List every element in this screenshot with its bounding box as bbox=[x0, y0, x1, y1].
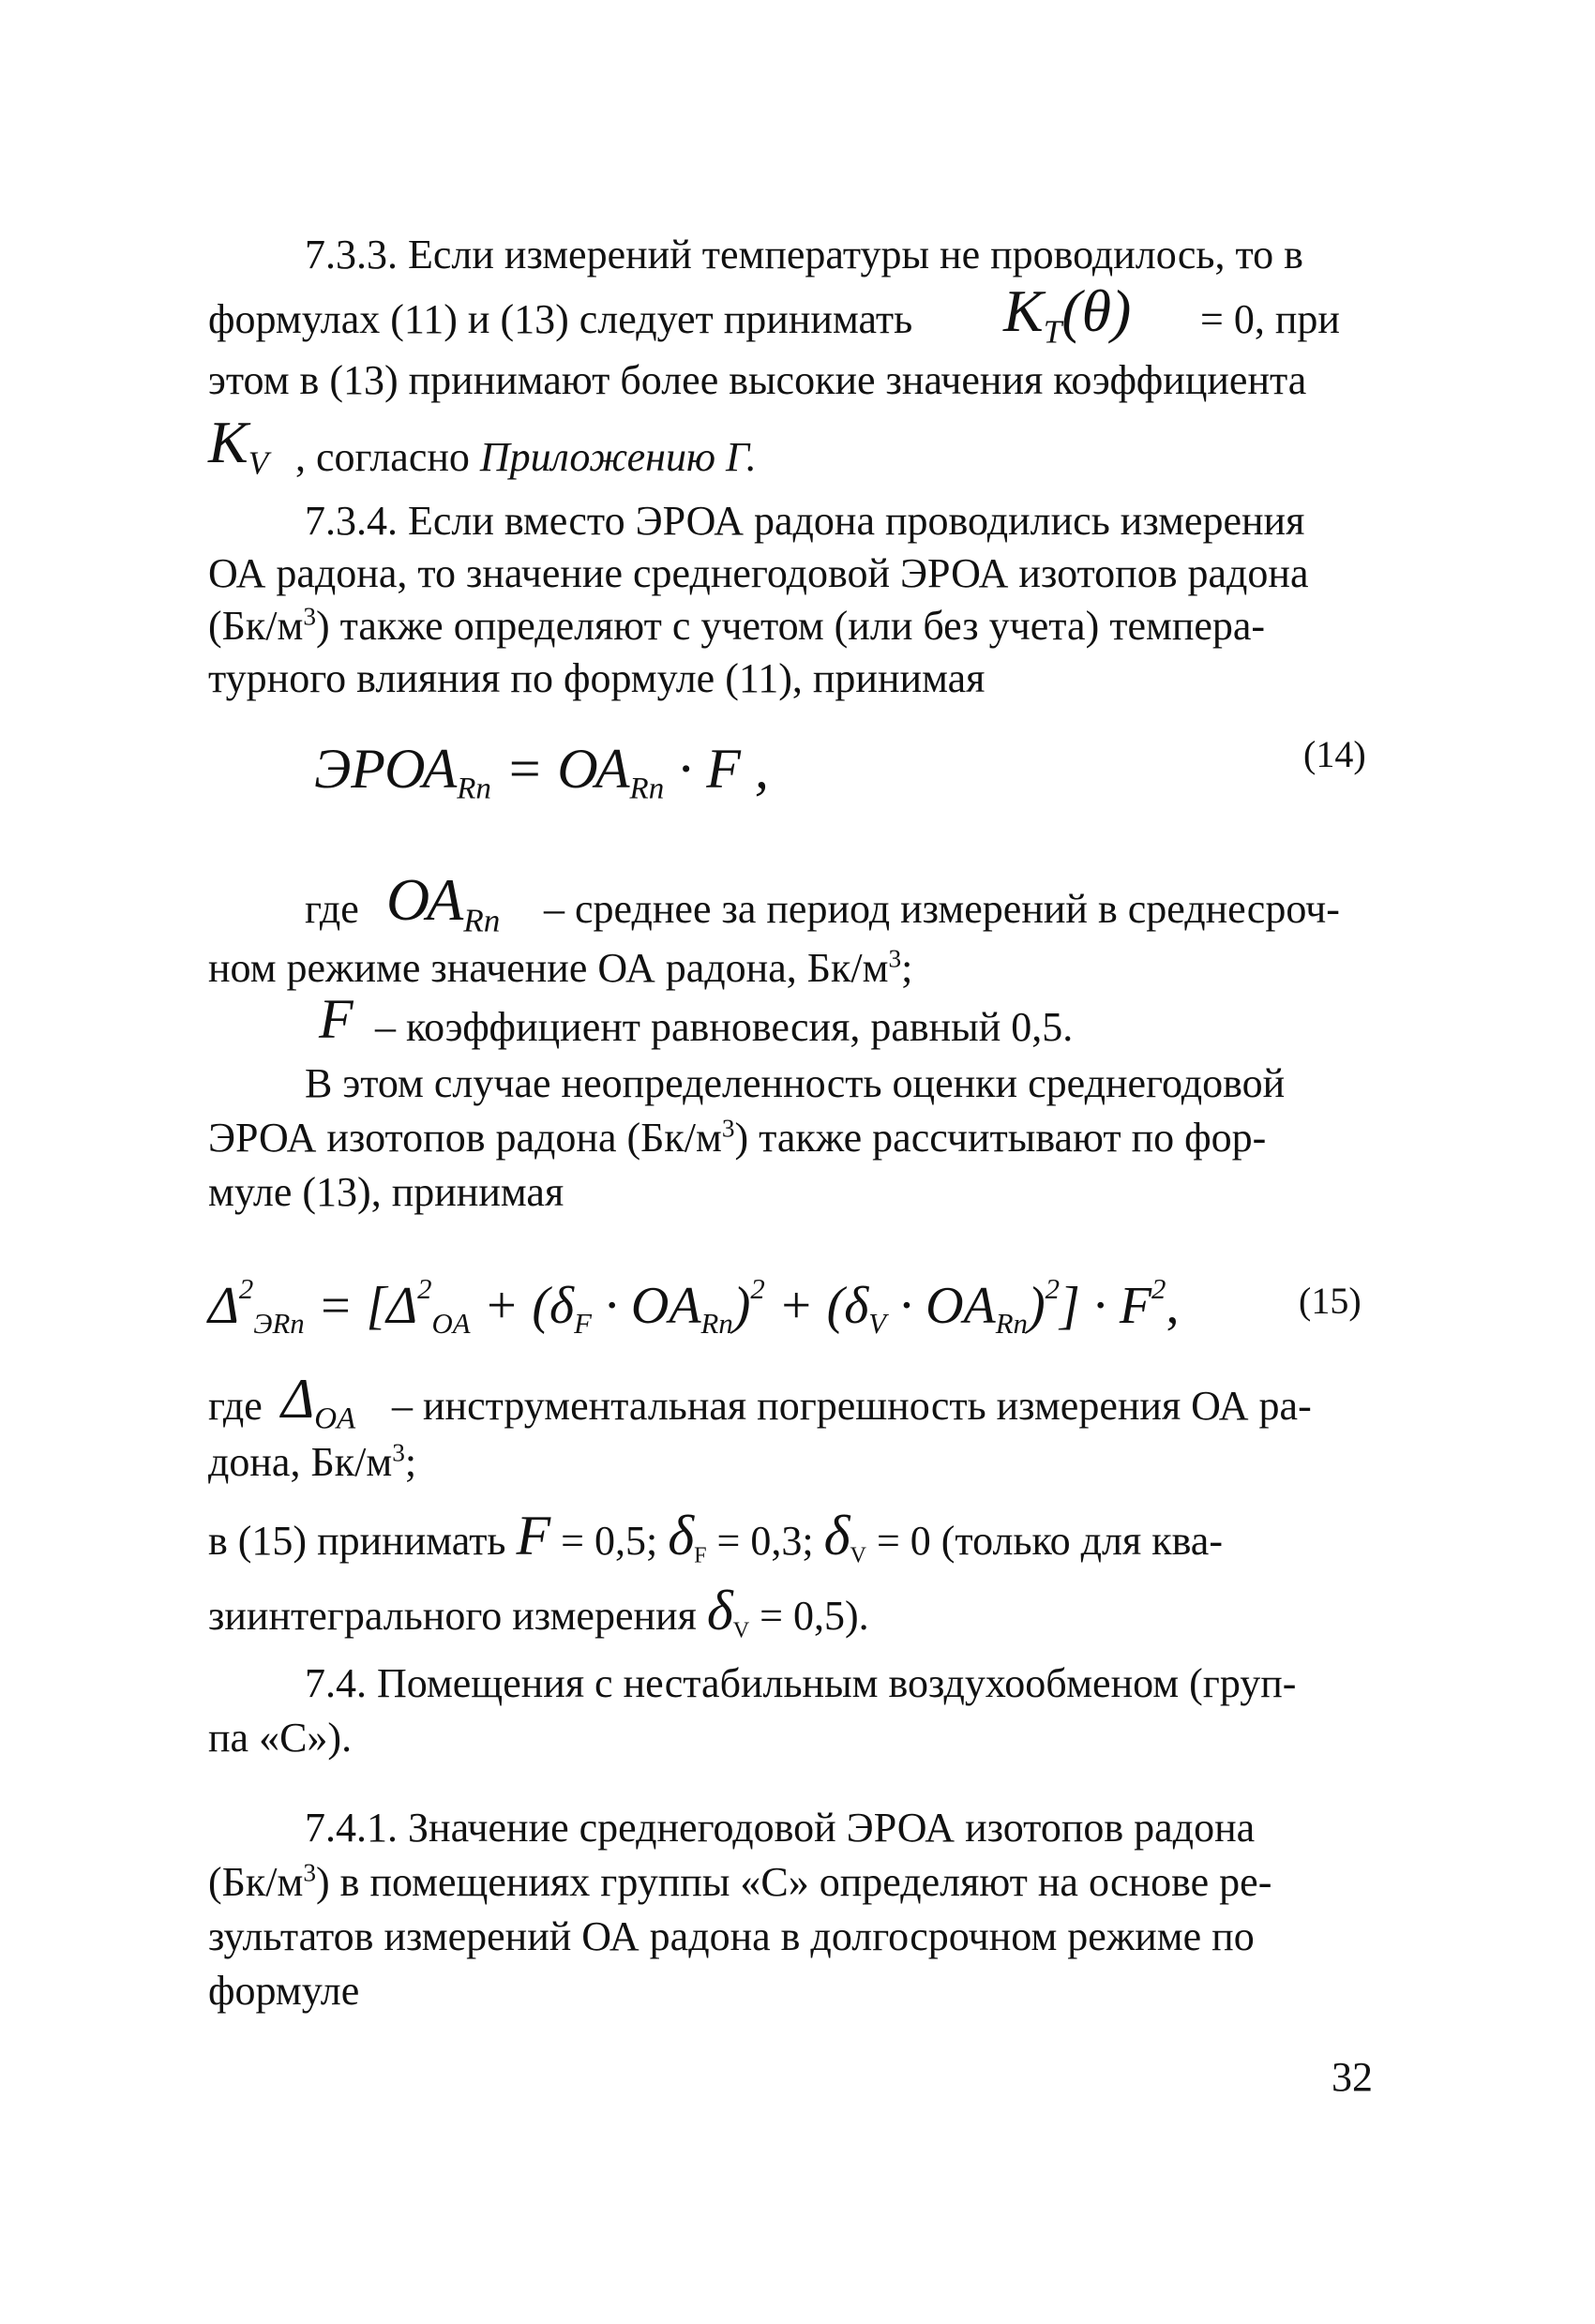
p741-line2-b: ) в помещениях группы «С» определяют на основе ре- bbox=[316, 1859, 1272, 1905]
p733-line2-tail: = 0, при bbox=[1200, 296, 1340, 342]
p733-line4 bbox=[295, 431, 757, 484]
pcase-line1: В этом случае неопределенность оценки среднегодовой bbox=[305, 1060, 1286, 1106]
where14-line2-sup: 3 bbox=[888, 944, 902, 973]
eq14-lhs: ЭРОА bbox=[314, 738, 458, 800]
where14-word: где bbox=[305, 886, 359, 932]
eq15-close1: ) bbox=[732, 1277, 751, 1336]
pcase-line2 bbox=[208, 1112, 1266, 1164]
p74-line2: па «С»). bbox=[208, 1715, 353, 1761]
where15-line3-b: = 0,5; bbox=[561, 1518, 658, 1564]
delta-oa-subscript: OA bbox=[314, 1402, 356, 1436]
eq15-delta: Δ bbox=[208, 1277, 239, 1336]
equation-15 bbox=[208, 1256, 1179, 1357]
where14-line2-b: ; bbox=[901, 945, 913, 991]
eq15-lhs-sub: ЭRn bbox=[253, 1307, 305, 1340]
page-number: 32 bbox=[1332, 2054, 1373, 2100]
pcase-line2-sup: 3 bbox=[721, 1114, 735, 1143]
where15-line4-b: = 0,5). bbox=[760, 1593, 869, 1639]
where15-line2-b: ; bbox=[404, 1439, 417, 1485]
eq14-equals: = ОА bbox=[490, 738, 630, 800]
kv-subscript: V bbox=[248, 444, 269, 482]
eq15-plus1: + (δ bbox=[470, 1277, 575, 1336]
eq15-bracket: ] · F bbox=[1060, 1277, 1152, 1336]
eq15-mid2: · OA bbox=[886, 1277, 996, 1336]
eq14-lhs-sub: Rn bbox=[457, 772, 491, 806]
where15-line3-c: = 0,3; bbox=[716, 1518, 814, 1564]
equation-14-number: (14) bbox=[1303, 733, 1366, 775]
where15-line2-sup: 3 bbox=[392, 1438, 405, 1467]
appendix-reference: Приложению Г. bbox=[479, 434, 757, 480]
eq15-lhs-sup: 2 bbox=[238, 1273, 254, 1305]
pcase-line2-a: ЭРОА изотопов радона (Бк/м bbox=[208, 1115, 722, 1161]
where15-line3-a: в (15) принимать bbox=[208, 1518, 506, 1564]
eq15-f-sub: F bbox=[574, 1307, 592, 1340]
kt-subscript: T bbox=[1043, 313, 1062, 351]
p733-line2-text-a: формулах (11) и (13) следует принимать bbox=[208, 296, 913, 342]
p734-line4: турного влияния по формуле (11), принимая bbox=[208, 655, 986, 701]
where15-delta-f-sub: F bbox=[694, 1542, 707, 1568]
p741-line2-a: (Бк/м bbox=[208, 1859, 304, 1905]
eq14-rhs-sub: Rn bbox=[629, 772, 665, 806]
p733-line4-text: , согласно bbox=[295, 434, 470, 480]
where14-f-symbol: F bbox=[319, 988, 354, 1050]
p741-line2-sup: 3 bbox=[303, 1858, 317, 1887]
p741-line4: формуле bbox=[208, 1968, 360, 2014]
where14-line1: – среднее за период измерений в среднесроч- bbox=[544, 886, 1340, 932]
where15-line2-a: дона, Бк/м bbox=[208, 1439, 393, 1485]
where15-line4 bbox=[208, 1580, 869, 1657]
formula-kv bbox=[208, 409, 269, 493]
p734-line2: ОА радона, то значение среднегодовой ЭРОА изотопов радона bbox=[208, 550, 1309, 596]
eq15-rn1-sub: Rn bbox=[700, 1307, 733, 1340]
where15-line1: – инструментальная погрешность измерения ОА ра- bbox=[392, 1383, 1312, 1429]
p733-line3: этом в (13) принимают более высокие значения коэффициента bbox=[208, 357, 1307, 403]
eq15-rn2-sub: Rn bbox=[995, 1307, 1028, 1340]
where15-delta-v: δ bbox=[823, 1505, 850, 1567]
where15-line3 bbox=[208, 1505, 1223, 1582]
kv-symbol: K bbox=[208, 409, 248, 475]
p734-line1: 7.3.4. Если вместо ЭРОА радона проводились измерения bbox=[305, 498, 1305, 544]
p734-line3-sup: 3 bbox=[303, 602, 317, 631]
p734-line3-a: (Бк/м bbox=[208, 603, 304, 649]
where14-symbol bbox=[386, 867, 500, 953]
eq15-plus2: + (δ bbox=[764, 1277, 869, 1336]
where15-line3-d: = 0 (только для ква- bbox=[876, 1518, 1223, 1564]
where15-line4-delta-v-sub: V bbox=[732, 1617, 750, 1643]
eq15-mid1: · OA bbox=[591, 1277, 701, 1336]
where15-line4-delta-v: δ bbox=[706, 1580, 733, 1642]
eq15-v-sub: V bbox=[868, 1307, 887, 1340]
p74-line1: 7.4. Помещения с нестабильным воздухообменом (груп- bbox=[305, 1660, 1297, 1706]
pcase-line3: муле (13), принимая bbox=[208, 1169, 564, 1215]
eq15-f-sq: 2 bbox=[1151, 1273, 1166, 1305]
eq15-close2: ) bbox=[1027, 1277, 1046, 1336]
where15-line2 bbox=[208, 1436, 416, 1489]
eq15-sq1: 2 bbox=[750, 1273, 765, 1305]
where15-f: F bbox=[516, 1505, 551, 1567]
where14-line2-a: ном режиме значение ОА радона, Бк/м bbox=[208, 945, 889, 991]
eq15-oa-sup: 2 bbox=[417, 1273, 432, 1305]
eq15-open: = [Δ bbox=[304, 1277, 418, 1336]
oa-subscript: Rn bbox=[463, 902, 501, 939]
p734-line3 bbox=[208, 600, 1265, 652]
oa-symbol: ОА bbox=[386, 866, 464, 933]
where15-delta-v-sub: V bbox=[850, 1542, 866, 1568]
p741-line2 bbox=[208, 1856, 1271, 1909]
formula-kt bbox=[1003, 277, 1132, 362]
equation-14 bbox=[314, 736, 769, 822]
p733-line2 bbox=[208, 293, 912, 346]
eq14-tail: · F , bbox=[664, 738, 769, 800]
delta-oa-symbol: Δ bbox=[281, 1368, 315, 1430]
kt-argument: (θ) bbox=[1061, 277, 1132, 344]
p741-line3: зультатов измерений ОА радона в долгосрочном режиме по bbox=[208, 1913, 1255, 1959]
p733-line1: 7.3.3. Если измерений температуры не проводилось, то в bbox=[305, 232, 1303, 277]
where14-line2 bbox=[208, 942, 912, 995]
eq15-oa-sub: OA bbox=[431, 1307, 471, 1340]
where15-line4-a: зиинтегрального измерения bbox=[208, 1593, 697, 1639]
pcase-line2-b: ) также рассчитывают по фор- bbox=[734, 1115, 1267, 1161]
where14-line3: – коэффициент равновесия, равный 0,5. bbox=[375, 1004, 1074, 1050]
p734-line3-b: ) также определяют с учетом (или без учета) темпера- bbox=[316, 603, 1266, 649]
equation-15-number: (15) bbox=[1299, 1280, 1362, 1322]
kt-symbol: K bbox=[1003, 277, 1044, 344]
p741-line1: 7.4.1. Значение среднегодовой ЭРОА изотопов радона bbox=[305, 1805, 1256, 1851]
eq15-sq2: 2 bbox=[1045, 1273, 1061, 1305]
eq15-comma: , bbox=[1166, 1277, 1180, 1336]
where15-delta-f: δ bbox=[668, 1505, 695, 1567]
where15-word: где bbox=[208, 1383, 263, 1429]
